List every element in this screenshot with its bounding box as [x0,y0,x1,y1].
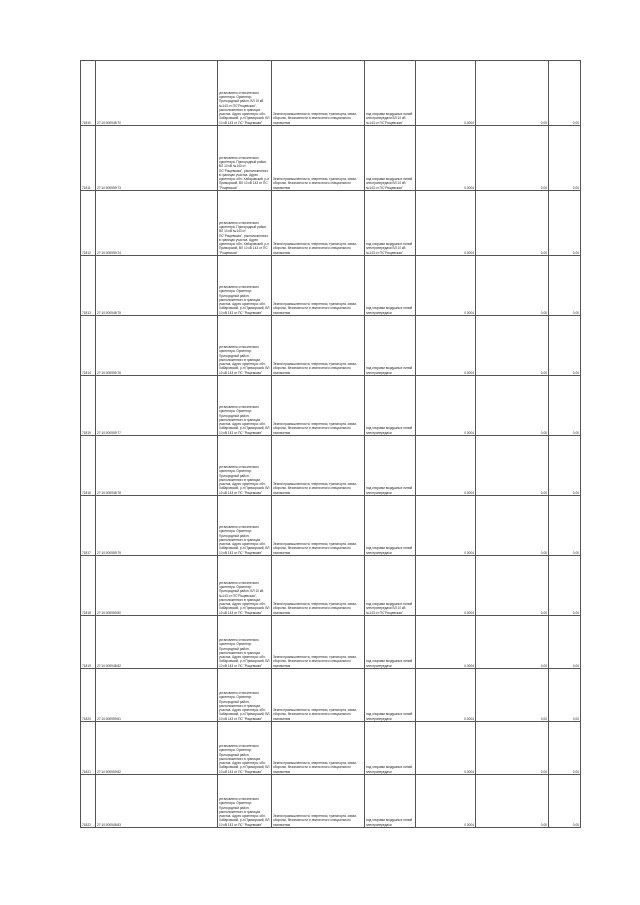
land-category-text: Земли промышленности, энергетики, транспорта, связи, обороны, безопасности и земли иного специального назначения [273,112,357,125]
permitted-use [365,669,416,722]
land-category-text: Земли промышленности, энергетики, транспорта, связи, обороны, безопасности и земли иного специального назначения [273,242,357,255]
cadastral-number [96,556,218,616]
cadastral-number-text: 27:10:000959:77 [97,430,121,435]
land-category [272,126,365,191]
value-two [549,126,581,191]
value-one [476,61,549,126]
table-row [81,191,581,256]
table-row [81,376,581,436]
row-number-text: 71810 [82,120,91,125]
cadastral-number [96,775,218,828]
value-one-text: 0,00 [540,430,547,435]
location-description-text: установлено относительно ориентира. Ориентир: Пригородный район, расположенного в границах участка. Адрес ориентира: обл. Хабаровский, р-н Приморский, ВЛ 10 кВ 143 от ПС "Рощевская" [219,524,270,555]
cadastral-number-text: 27:10:000959:81 [97,716,121,721]
land-category-text: Земли промышленности, энергетики, транспорта, связи, обороны, безопасности и земли иного специального назначения [273,422,357,435]
value-two-text: 0,00 [572,663,579,668]
land-category-text: Земли промышленности, энергетики, транспорта, связи, обороны, безопасности и земли иного специального назначения [273,482,357,495]
land-category [272,256,365,316]
area-value [416,616,476,669]
value-one-text: 0,00 [540,822,547,827]
location-description-text: установлено относительно ориентира. Ориентир: Пригородный район, расположенного в границах участка. Адрес ориентира: обл. Хабаровский, р-н Приморский, ВЛ 10 кВ 143 от ПС "Рощевская" [219,344,270,375]
cadastral-number [96,191,218,256]
area-value [416,775,476,828]
row-number [81,191,96,256]
permitted-use-text: под опорами воздушных линий электропередачи [366,366,413,375]
cadastral-number-text: 27:10:000959:73 [97,185,121,190]
land-category [272,376,365,436]
permitted-use-text: под опорами воздушных линий электропередачи [366,659,413,668]
location-description-text: установлено относительно ориентира. Ориентир: Пригородный район, расположенного в границах участка. Адрес ориентира: обл. Хабаровский, р-н Приморский, ВЛ 10 кВ 143 от ПС "Рощевская" [219,284,270,315]
value-one [476,669,549,722]
land-category [272,61,365,126]
land-category-text: Земли промышленности, энергетики, транспорта, связи, обороны, безопасности и земли иного специального назначения [273,761,357,774]
location-description [218,775,272,828]
cadastral-number [96,722,218,775]
value-one [476,616,549,669]
value-two-text: 0,00 [572,430,579,435]
permitted-use-text: под опорами воздушных линий электропередачи ВЛ 10 кВ №143 от ПС"Рощевская" [366,177,413,190]
cadastral-number [96,126,218,191]
table-row [81,316,581,376]
location-description-text: установлено относительно ориентира. Ориентир: Пригородный район, расположенного в границах участка. Адрес ориентира: обл. Хабаровский, р-н Приморский, ВЛ 10 кВ 143 от ПС "Рощевская" [219,637,270,668]
value-two-text: 0,00 [572,250,579,255]
value-one-text: 0,00 [540,663,547,668]
value-one-text: 0,00 [540,370,547,375]
table-row [81,722,581,775]
land-category-text: Земли промышленности, энергетики, транспорта, связи, обороны, безопасности и земли иного специального назначения [273,602,357,615]
row-number-text: 71815 [82,430,91,435]
cadastral-number-text: 27:10:000948:78 [97,490,121,495]
table-body [81,61,581,828]
value-two [549,496,581,556]
permitted-use-text: под опорами воздушных линий электропередачи ВЛ 10 кВ №143 от ПС"Рощевская" [366,242,413,255]
row-number-text: 71821 [82,769,91,774]
area-value-text: 0.0004 [464,430,474,435]
permitted-use [365,775,416,828]
value-one [476,316,549,376]
location-description [218,316,272,376]
value-two-text: 0,00 [572,310,579,315]
value-one [476,376,549,436]
value-one-text: 0,00 [540,310,547,315]
land-category [272,496,365,556]
value-two [549,376,581,436]
area-value-text: 0.0004 [464,185,474,190]
area-value-text: 0.0004 [464,370,474,375]
value-one [476,722,549,775]
row-number-text: 71817 [82,550,91,555]
table-row [81,556,581,616]
row-number [81,722,96,775]
location-description [218,556,272,616]
permitted-use-text: под опорами воздушных линий электропередачи [366,546,413,555]
value-one [476,256,549,316]
table-row [81,436,581,496]
table-row [81,61,581,126]
permitted-use [365,191,416,256]
cadastral-number-text: 27:10:000959:80 [97,610,121,615]
value-one-text: 0,00 [540,610,547,615]
cadastral-number [96,496,218,556]
location-description-text: установлено относительно ориентира. Пригородный район, ВЛ 10 кВ №143 от ПС"Рощевская", расположенного в границах участка. Адрес ориентира: обл. Хабаровский, р-н Приморский, ВЛ 10 кВ 143 от ПС "Рощевская" [219,220,270,255]
permitted-use-text: под опорами воздушных линий электропередачи [366,486,413,495]
land-register-table [80,60,581,828]
table-row [81,496,581,556]
area-value [416,556,476,616]
location-description [218,256,272,316]
location-description-text: установлено относительно ориентира. Ориентир: Пригородный район, расположенного в границах участка. Адрес ориентира: обл. Хабаровский, р-н Приморский, ВЛ 10 кВ 143 от ПС "Рощевская" [219,796,270,827]
cadastral-number [96,669,218,722]
area-value-text: 0.0004 [464,310,474,315]
cadastral-number [96,616,218,669]
row-number-text: 71818 [82,610,91,615]
value-two-text: 0,00 [572,716,579,721]
permitted-use-text: под опорами воздушных линий электропередачи [366,818,413,827]
row-number-text: 71822 [82,822,91,827]
value-one [476,775,549,828]
permitted-use [365,556,416,616]
permitted-use-text: под опорами воздушных линий электропередачи [366,306,413,315]
value-one-text: 0,00 [540,185,547,190]
land-category-text: Земли промышленности, энергетики, транспорта, связи, обороны, безопасности и земли иного специального назначения [273,814,357,827]
row-number [81,616,96,669]
value-two-text: 0,00 [572,822,579,827]
value-one-text: 0,00 [540,490,547,495]
row-number-text: 71819 [82,663,91,668]
cadastral-number-text: 27:10:000948:75 [97,310,121,315]
location-description-text: установлено относительно ориентира. Ориентир: Пригородный район, расположенного в границах участка. Адрес ориентира: обл. Хабаровский, р-н Приморский, ВЛ 10 кВ 143 от ПС "Рощевская" [219,690,270,721]
location-description [218,722,272,775]
land-category-text: Земли промышленности, энергетики, транспорта, связи, обороны, безопасности и земли иного специального назначения [273,177,357,190]
row-number-text: 71814 [82,370,91,375]
row-number [81,256,96,316]
location-description [218,496,272,556]
value-two [549,556,581,616]
row-number [81,61,96,126]
table-row [81,126,581,191]
cadastral-number-text: 27:10:000948:83 [97,822,121,827]
land-category [272,775,365,828]
permitted-use-text: под опорами воздушных линий электропередачи ВЛ 10 кВ №143 от ПС"Рощевская" [366,112,413,125]
land-category [272,191,365,256]
value-two [549,61,581,126]
area-value-text: 0.0004 [464,550,474,555]
area-value-text: 0.0004 [464,822,474,827]
location-description-text: установлено относительно ориентира. Ориентир: Пригородный район, расположенного в границах участка. Адрес ориентира: обл. Хабаровский, р-н Приморский, ВЛ 10 кВ 143 от ПС "Рощевская" [219,464,270,495]
value-two-text: 0,00 [572,610,579,615]
value-one-text: 0,00 [540,120,547,125]
row-number-text: 71820 [82,716,91,721]
table-row [81,256,581,316]
permitted-use [365,616,416,669]
area-value [416,256,476,316]
row-number-text: 71811 [82,185,91,190]
area-value [416,496,476,556]
land-category [272,436,365,496]
location-description [218,376,272,436]
value-one-text: 0,00 [540,716,547,721]
area-value [416,61,476,126]
permitted-use-text: под опорами воздушных линий электропередачи [366,426,413,435]
value-one-text: 0,00 [540,250,547,255]
location-description-text: установлено относительно ориентира. Ориентир: Пригородный район, расположенного в границах участка. Адрес ориентира: обл. Хабаровский, р-н Приморский, ВЛ 10 кВ 143 от ПС "Рощевская" [219,404,270,435]
area-value [416,669,476,722]
land-category [272,556,365,616]
land-category [272,722,365,775]
value-two [549,191,581,256]
location-description-text: установлено относительно ориентира. Ориентир: Пригородный район, ВЛ 10 кВ №143 от ПС"Рощевская", расположенного в границах участка. Адрес ориентира: обл. Хабаровский, р-н Приморский, ВЛ 10 кВ 143 от ПС "Рощевская" [219,90,270,125]
row-number-text: 71816 [82,490,91,495]
value-one [476,191,549,256]
value-two-text: 0,00 [572,769,579,774]
permitted-use [365,436,416,496]
value-two [549,316,581,376]
land-category-text: Земли промышленности, энергетики, транспорта, связи, обороны, безопасности и земли иного специального назначения [273,302,357,315]
value-one-text: 0,00 [540,769,547,774]
cadastral-number [96,61,218,126]
row-number [81,376,96,436]
area-value [416,126,476,191]
value-two-text: 0,00 [572,490,579,495]
cadastral-number-text: 27:10:000948:70 [97,120,121,125]
location-description [218,61,272,126]
area-value-text: 0.0004 [464,490,474,495]
value-two-text: 0,00 [572,120,579,125]
permitted-use [365,256,416,316]
area-value-text: 0.0004 [464,663,474,668]
value-two [549,616,581,669]
value-one-text: 0,00 [540,550,547,555]
cadastral-number [96,316,218,376]
location-description [218,436,272,496]
permitted-use-text: под опорами воздушных линий электропередачи [366,765,413,774]
area-value [416,436,476,496]
row-number [81,436,96,496]
row-number-text: 71813 [82,310,91,315]
land-category [272,669,365,722]
area-value-text: 0.0004 [464,120,474,125]
location-description-text: установлено относительно ориентира. Ориентир: Пригородный район, ВЛ 10 кВ №143 от ПС"Рощевская", расположенного в границах участка. Адрес ориентира: обл. Хабаровский, р-н Приморский, ВЛ 10 кВ 143 от ПС "Рощевская" [219,580,270,615]
value-one [476,556,549,616]
area-value [416,316,476,376]
cadastral-number-text: 27:10:000959:74 [97,250,121,255]
area-value [416,376,476,436]
location-description-text: установлено относительно ориентира. Ориентир: Пригородный район, расположенного в границах участка. Адрес ориентира: обл. Хабаровский, р-н Приморский, ВЛ 10 кВ 143 от ПС "Рощевская" [219,743,270,774]
land-category-text: Земли промышленности, энергетики, транспорта, связи, обороны, безопасности и земли иного специального назначения [273,708,357,721]
row-number [81,669,96,722]
permitted-use-text: под опорами воздушных линий электропередачи [366,712,413,721]
value-two [549,722,581,775]
value-two [549,669,581,722]
location-description [218,191,272,256]
row-number [81,556,96,616]
value-one [476,496,549,556]
cadastral-number-text: 27:10:000959:82 [97,769,121,774]
cadastral-number [96,436,218,496]
row-number [81,775,96,828]
row-number [81,316,96,376]
cadastral-number-text: 27:10:000948:82 [97,663,121,668]
land-category [272,316,365,376]
area-value [416,191,476,256]
value-two [549,436,581,496]
area-value-text: 0.0004 [464,716,474,721]
table-row [81,616,581,669]
value-one [476,436,549,496]
area-value [416,722,476,775]
value-two-text: 0,00 [572,370,579,375]
row-number-text: 71812 [82,250,91,255]
location-description [218,669,272,722]
land-category-text: Земли промышленности, энергетики, транспорта, связи, обороны, безопасности и земли иного специального назначения [273,362,357,375]
value-two-text: 0,00 [572,550,579,555]
permitted-use [365,316,416,376]
permitted-use [365,61,416,126]
area-value-text: 0.0004 [464,769,474,774]
value-two [549,256,581,316]
row-number [81,496,96,556]
land-category-text: Земли промышленности, энергетики, транспорта, связи, обороны, безопасности и земли иного специального назначения [273,542,357,555]
cadastral-number [96,256,218,316]
permitted-use [365,496,416,556]
permitted-use-text: под опорами воздушных линий электропередачи ВЛ 10 кВ №143 от ПС"Рощевская" [366,602,413,615]
cadastral-number [96,376,218,436]
area-value-text: 0.0004 [464,610,474,615]
permitted-use [365,126,416,191]
value-two-text: 0,00 [572,185,579,190]
cadastral-number-text: 27:10:000959:76 [97,370,121,375]
location-description [218,616,272,669]
location-description [218,126,272,191]
permitted-use [365,722,416,775]
value-two [549,775,581,828]
table-row [81,669,581,722]
land-category [272,616,365,669]
area-value-text: 0.0004 [464,250,474,255]
row-number [81,126,96,191]
cadastral-number-text: 27:10:000959:79 [97,550,121,555]
location-description-text: установлено относительно ориентира. Пригородный район, ВЛ 10 кВ №143 от ПС"Рощевская", расположенного в границах участка. Адрес ориентира: обл. Хабаровский, р-н Приморский, ВЛ 10 кВ 143 от ПС "Рощевская" [219,155,270,190]
land-category-text: Земли промышленности, энергетики, транспорта, связи, обороны, безопасности и земли иного специального назначения [273,655,357,668]
permitted-use [365,376,416,436]
table-row [81,775,581,828]
value-one [476,126,549,191]
